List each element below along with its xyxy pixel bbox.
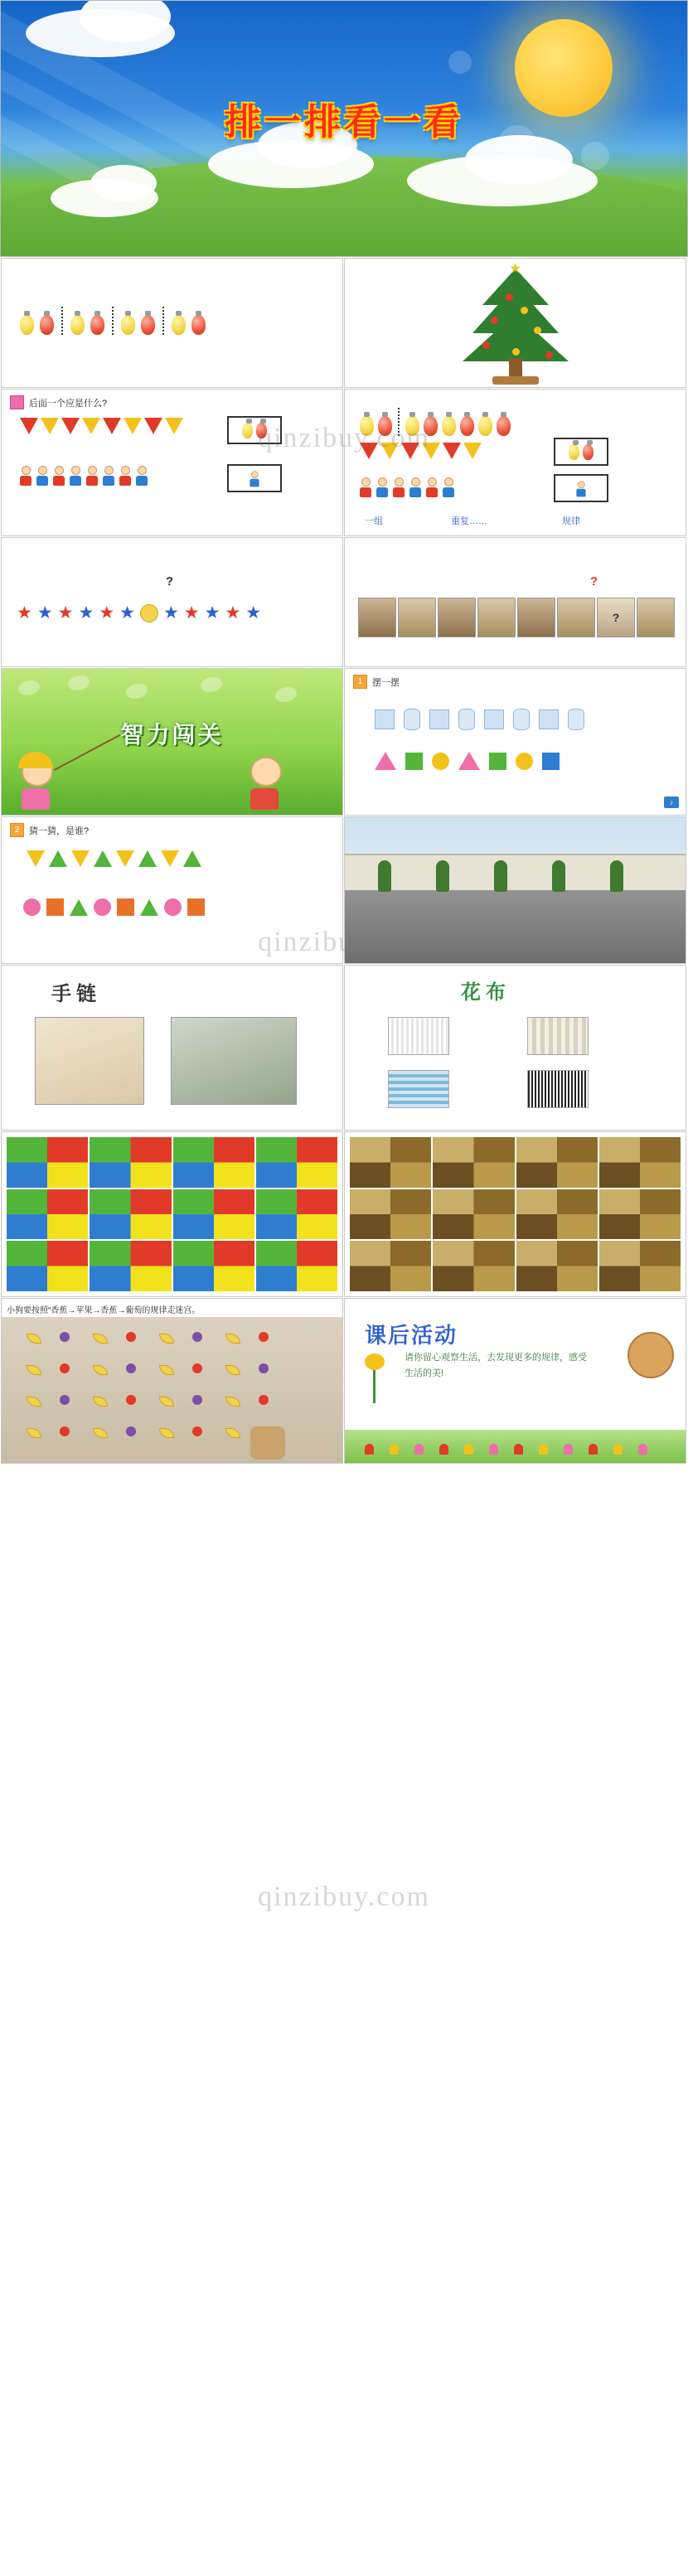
bulb-red-icon — [497, 416, 511, 436]
cylinder-icon — [568, 709, 584, 730]
kid-icon — [86, 466, 98, 484]
quilt-cell — [256, 1241, 337, 1291]
tulip-icon — [589, 1444, 598, 1455]
flower-bed — [345, 1430, 686, 1463]
tree-star-icon: ★ — [509, 262, 521, 276]
tree-icon — [552, 860, 565, 892]
maze-photo — [2, 1317, 342, 1463]
bulb-yellow-icon — [70, 315, 85, 335]
leaf-icon — [126, 684, 148, 699]
quilt-cell — [173, 1137, 254, 1188]
hidden-item-placeholder[interactable] — [140, 604, 158, 622]
triangle-red-icon — [144, 418, 162, 434]
star-blue-icon: ★ — [36, 603, 53, 622]
dog-photo — [358, 598, 396, 637]
watermark: qinzibuy.com — [258, 423, 430, 453]
dog-photo — [438, 598, 476, 637]
kid-icon — [20, 466, 31, 484]
slide-quilt-gold — [344, 1131, 686, 1297]
banana-icon — [27, 1365, 41, 1375]
grape-icon — [192, 1332, 202, 1342]
cube-icon — [429, 709, 449, 729]
bulb-yellow-icon — [360, 416, 374, 436]
mixed-shape-sequence — [23, 898, 205, 916]
apple-icon — [192, 1363, 202, 1373]
quilt-cell — [350, 1241, 431, 1291]
cube-icon — [539, 709, 559, 729]
leaf-icon — [275, 687, 297, 702]
tree-base — [492, 376, 539, 385]
dog-photo — [557, 598, 595, 637]
heading-text: 课后活动 — [365, 1323, 458, 1348]
triangle-pink-icon — [458, 752, 480, 770]
group-divider — [61, 307, 63, 335]
tulip-icon — [613, 1444, 623, 1455]
star-red-icon: ★ — [183, 603, 200, 622]
bulb-red-icon — [424, 416, 438, 436]
slide-heading — [10, 823, 89, 837]
dog-character — [250, 1426, 285, 1460]
bokeh-bubble — [581, 142, 609, 170]
slide-guess-who — [1, 816, 343, 964]
flag-sequence — [360, 443, 482, 459]
slide-what-comes-next — [1, 389, 343, 536]
quilt-pattern — [350, 1137, 681, 1291]
triangle-yellow-icon — [463, 443, 482, 459]
quilt-cell — [90, 1189, 171, 1240]
kid-icon — [70, 466, 81, 484]
flat-shape-sequence — [375, 752, 560, 770]
ornament-red-icon — [545, 351, 553, 359]
answer-box-kid[interactable] — [554, 474, 608, 502]
slide-dog-maze — [1, 1298, 343, 1464]
tulip-icon — [564, 1444, 573, 1455]
girl-body — [22, 788, 50, 810]
grape-icon — [126, 1426, 136, 1436]
bracelet-photo-1 — [35, 1017, 144, 1105]
triangle-green-icon — [138, 850, 157, 867]
slide-bulbs — [1, 258, 343, 388]
kid-icon — [103, 466, 114, 484]
bulb-red-icon — [90, 315, 104, 335]
triangle-yellow-icon — [27, 850, 45, 867]
triangle-red-icon — [20, 418, 38, 434]
triangle-green-icon — [94, 850, 112, 867]
banana-icon — [93, 1334, 108, 1344]
kid-sequence — [20, 466, 148, 484]
quilt-cell — [90, 1137, 171, 1188]
triangle-yellow-icon — [82, 418, 100, 434]
bulb-red-icon — [256, 423, 267, 438]
body-text: 请你留心观察生活，去发现更多的规律，感受生活的美! — [405, 1353, 587, 1378]
ornament-red-icon — [506, 293, 513, 301]
cylinder-icon — [513, 709, 530, 730]
circle-yellow-icon — [516, 753, 533, 770]
tulip-icon — [390, 1444, 399, 1455]
quilt-cell — [350, 1137, 431, 1188]
ornament-yellow-icon — [512, 348, 520, 356]
tulip-icon — [514, 1444, 523, 1455]
heading-text: 摆一摆 — [372, 677, 400, 688]
apple-icon — [259, 1395, 269, 1405]
square-blue-icon — [542, 753, 560, 770]
tulip-icon — [489, 1444, 498, 1455]
step-number-badge: 2 — [10, 823, 24, 837]
apple-icon — [192, 1426, 202, 1436]
quilt-cell — [516, 1189, 598, 1240]
slide-after-class — [344, 1298, 686, 1464]
star-red-icon: ★ — [17, 603, 32, 622]
star-blue-icon: ★ — [78, 603, 94, 622]
slide-brain-game — [1, 668, 343, 816]
triangle-yellow-icon — [422, 443, 440, 459]
game-background — [2, 669, 342, 815]
answer-box-bulb[interactable] — [554, 438, 608, 466]
triangle-yellow-icon — [124, 418, 142, 434]
apple-icon — [60, 1363, 70, 1373]
triangle-yellow-icon — [161, 850, 179, 867]
solid-shape-sequence — [375, 709, 584, 730]
banana-icon — [93, 1397, 108, 1407]
star-blue-icon: ★ — [162, 603, 179, 622]
quilt-cell — [350, 1189, 431, 1240]
quilt-cell — [599, 1241, 681, 1291]
banana-icon — [225, 1397, 240, 1407]
tulip-icon — [638, 1444, 647, 1455]
tulip-icon — [439, 1444, 448, 1455]
cube-icon — [375, 709, 395, 729]
star-red-icon: ★ — [99, 603, 115, 622]
star-red-icon: ★ — [225, 603, 241, 622]
bulb-sequence — [360, 408, 511, 436]
cylinder-icon — [404, 709, 420, 730]
leaf-icon — [18, 680, 40, 695]
question-mark: ? — [166, 574, 174, 588]
banana-icon — [159, 1397, 174, 1407]
kid-icon — [443, 477, 454, 496]
game-title: 智力闯关 — [120, 722, 224, 748]
triangle-yellow-icon — [165, 418, 183, 434]
bulb-red-icon — [141, 315, 155, 335]
quilt-cell — [90, 1241, 171, 1291]
kid-icon — [250, 471, 259, 486]
square-orange-icon — [117, 898, 134, 916]
dog-photo — [477, 598, 516, 637]
bulb-red-icon — [460, 416, 474, 436]
triangle-green-icon — [49, 850, 67, 867]
triangle-red-icon — [103, 418, 121, 434]
kid-icon — [360, 477, 371, 496]
kid-icon — [376, 477, 388, 496]
bulb-red-icon — [583, 444, 594, 460]
banana-icon — [27, 1397, 41, 1407]
quilt-cell — [256, 1137, 337, 1188]
circle-yellow-icon — [432, 753, 449, 770]
tree-icon — [436, 860, 449, 892]
label-rule: 规律 — [562, 516, 580, 526]
label-repeat: 重复…… — [451, 516, 487, 526]
kid-icon — [409, 477, 421, 496]
kid-icon — [576, 481, 585, 496]
grape-icon — [60, 1332, 70, 1342]
quilt-cell — [516, 1241, 598, 1291]
triangle-sequence — [27, 850, 201, 867]
marker-square-icon — [10, 395, 24, 409]
dog-photo-sequence — [358, 598, 675, 637]
bulb-red-icon — [40, 315, 54, 335]
bulb-yellow-icon — [20, 315, 34, 335]
boy-character — [250, 757, 282, 810]
kid-icon — [36, 466, 48, 484]
tulip-icon — [539, 1444, 548, 1455]
bulb-yellow-icon — [405, 416, 419, 436]
girl-character — [22, 757, 53, 810]
triangle-yellow-icon — [380, 443, 399, 459]
slide-heading — [353, 675, 400, 689]
tulip-icon — [365, 1444, 374, 1455]
slide-grid — [0, 257, 688, 1464]
slide-street-photo — [344, 816, 686, 964]
leaf-icon — [68, 675, 90, 690]
bulb-yellow-icon — [478, 416, 492, 436]
banana-icon — [27, 1334, 41, 1344]
quilt-cell — [256, 1189, 337, 1240]
dog-photo — [398, 598, 436, 637]
ornament-yellow-icon — [521, 307, 528, 314]
star-blue-icon: ★ — [119, 603, 135, 622]
leaf-icon — [201, 677, 222, 692]
apple-icon — [259, 1332, 269, 1342]
banana-icon — [225, 1428, 240, 1438]
square-green-icon — [489, 753, 506, 770]
ornament-red-icon — [491, 317, 498, 324]
square-green-icon — [405, 753, 423, 770]
bulb-yellow-icon — [172, 315, 186, 335]
watermark: qinzibuy.com — [258, 927, 430, 957]
bulb-sequence — [20, 307, 206, 335]
slide-rule — [344, 389, 686, 536]
quilt-cell — [7, 1241, 88, 1291]
page-title: 排一排看一看 — [225, 102, 463, 143]
quilt-cell — [433, 1137, 514, 1188]
bokeh-bubble — [448, 51, 472, 74]
triangle-yellow-icon — [41, 418, 59, 434]
bulb-red-icon — [378, 416, 392, 436]
quilt-cell — [599, 1189, 681, 1240]
triangle-yellow-icon — [71, 850, 90, 867]
ornament-red-icon — [482, 341, 490, 349]
star-blue-icon: ★ — [204, 603, 220, 622]
heading-text: 花布 — [461, 981, 511, 1004]
kid-icon — [136, 466, 148, 484]
tree-icon — [610, 860, 623, 892]
quilt-cell — [173, 1189, 254, 1240]
apple-icon — [60, 1426, 70, 1436]
triangle-yellow-icon — [116, 850, 134, 867]
heading-text: 后面一个应是什么? — [29, 398, 108, 409]
tulip-icon — [464, 1444, 473, 1455]
kid-sequence — [360, 477, 454, 496]
ornament-yellow-icon — [534, 327, 541, 334]
dog-photo-hidden[interactable]: ? — [597, 598, 635, 637]
quilt-cell — [599, 1137, 681, 1188]
grape-icon — [60, 1395, 70, 1405]
group-divider — [112, 307, 114, 335]
slide-dogs — [344, 537, 686, 667]
tree-trunk — [509, 358, 522, 376]
question-mark: ? — [590, 574, 598, 588]
quilt-pattern — [7, 1137, 337, 1291]
tree-icon — [494, 860, 507, 892]
slide-stars — [1, 537, 343, 667]
heading-text: 猜一猜，是谁? — [29, 826, 90, 836]
slide-heading — [10, 395, 107, 409]
circle-pink-icon — [94, 898, 111, 916]
slide-cloth — [344, 965, 686, 1131]
slide-bracelet — [1, 965, 343, 1131]
quilt-cell — [433, 1241, 514, 1291]
label-one-group: 一组 — [365, 516, 383, 526]
square-orange-icon — [46, 898, 64, 916]
watermark: qinzibuy.com — [258, 1881, 430, 1912]
quilt-cell — [433, 1189, 514, 1240]
bulb-red-icon — [191, 315, 206, 335]
building-row — [345, 854, 686, 890]
step-number-badge: 1 — [353, 675, 367, 689]
kid-icon — [119, 466, 131, 484]
banana-icon — [159, 1428, 174, 1438]
sound-icon[interactable]: ♪ — [664, 797, 679, 808]
grape-icon — [192, 1395, 202, 1405]
tree-icon — [378, 860, 391, 892]
cylinder-icon — [458, 709, 475, 730]
bulb-yellow-icon — [242, 423, 253, 438]
fabric-swatch — [527, 1070, 589, 1108]
circle-pink-icon — [23, 898, 41, 916]
triangle-green-icon — [70, 899, 88, 916]
banana-icon — [159, 1365, 174, 1375]
cloud-shape — [90, 165, 157, 201]
bulb-yellow-icon — [121, 315, 135, 335]
cube-icon — [484, 709, 504, 729]
christmas-tree-icon — [463, 262, 569, 385]
banana-icon — [27, 1428, 41, 1438]
kid-icon — [426, 477, 438, 496]
flower-icon — [361, 1353, 390, 1403]
maze-note: 小狗要按照“香蕉→苹果→香蕉→葡萄的规律走迷宫。 — [7, 1306, 201, 1315]
boy-body — [250, 788, 279, 810]
triangle-green-icon — [140, 899, 158, 916]
quilt-cell — [7, 1189, 88, 1240]
star-blue-icon: ★ — [245, 603, 262, 622]
banana-icon — [93, 1365, 108, 1375]
grape-icon — [126, 1363, 136, 1373]
quilt-cell — [7, 1137, 88, 1188]
slide-christmas-tree — [344, 258, 686, 388]
heading-text: 手链 — [51, 983, 101, 1005]
dog-photo — [517, 598, 555, 637]
hair-icon — [18, 752, 53, 768]
bulb-yellow-icon — [569, 444, 579, 460]
triangle-red-icon — [401, 443, 419, 459]
group-divider — [162, 307, 164, 335]
slide-place-them — [344, 668, 686, 816]
square-orange-icon — [187, 898, 205, 916]
banana-icon — [159, 1334, 174, 1344]
triangle-green-icon — [183, 850, 201, 867]
star-sequence — [17, 603, 261, 623]
apple-icon — [126, 1395, 136, 1405]
bracelet-photo-2 — [171, 1017, 297, 1105]
answer-box-kid[interactable] — [227, 464, 282, 492]
hamster-icon — [627, 1332, 674, 1378]
fabric-swatch — [388, 1017, 449, 1055]
star-red-icon: ★ — [57, 603, 74, 622]
circle-pink-icon — [164, 898, 182, 916]
group-divider — [398, 408, 400, 436]
triangle-red-icon — [443, 443, 461, 459]
kid-icon — [53, 466, 65, 484]
banana-icon — [225, 1334, 240, 1344]
answer-box-bulb[interactable] — [227, 416, 282, 444]
quilt-cell — [173, 1241, 254, 1291]
kid-icon — [393, 477, 405, 496]
slide-title — [0, 0, 688, 257]
street-photo — [345, 817, 686, 963]
face-icon — [250, 757, 282, 787]
bulb-yellow-icon — [442, 416, 456, 436]
banana-icon — [93, 1428, 108, 1438]
flag-sequence — [20, 418, 183, 434]
dog-photo — [637, 598, 675, 637]
fabric-swatch — [527, 1017, 589, 1055]
triangle-red-icon — [61, 418, 80, 434]
quilt-cell — [516, 1137, 598, 1188]
banana-icon — [225, 1365, 240, 1375]
slide-quilt-bright — [1, 1131, 343, 1297]
apple-icon — [126, 1332, 136, 1342]
triangle-pink-icon — [375, 752, 396, 770]
grape-icon — [259, 1363, 269, 1373]
fabric-swatch — [388, 1070, 449, 1108]
tulip-icon — [414, 1444, 424, 1455]
triangle-red-icon — [360, 443, 378, 459]
